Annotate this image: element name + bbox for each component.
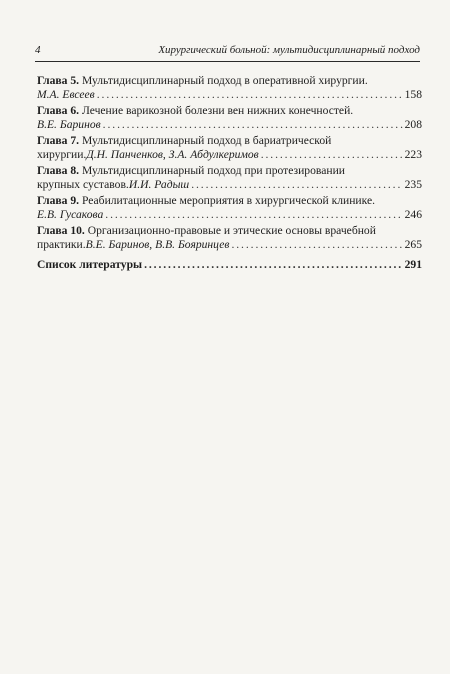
chapter-title: Мультидисциплинарный подход в бариатрической <box>81 134 332 147</box>
chapter-title: Лечение варикозной болезни вен нижних конечностей. <box>81 104 354 117</box>
toc-entry-chapter-10 <box>37 224 422 252</box>
chapter-page: 246 <box>404 208 422 222</box>
chapter-page: 208 <box>404 118 422 132</box>
chapter-label: Глава 10. <box>37 224 85 237</box>
chapter-authors: И.И. Радыш <box>128 178 190 192</box>
leader-dots <box>144 258 403 272</box>
bleed-through-text <box>60 300 430 654</box>
table-of-contents <box>37 74 422 274</box>
leader-dots <box>103 118 403 132</box>
chapter-authors: В.Е. Баринов <box>37 118 101 132</box>
chapter-label: Глава 6. <box>37 104 80 117</box>
toc-entry-chapter-6 <box>37 104 422 132</box>
toc-entry-chapter-5 <box>37 74 422 102</box>
chapter-title: Организационно-правовые и этические основы врачебной <box>87 224 376 237</box>
book-title: Хирургический больной: мультидисциплинарный подход <box>158 44 420 56</box>
chapter-page: 265 <box>404 238 422 252</box>
leader-dots <box>191 178 402 192</box>
chapter-title: Реабилитационные мероприятия в хирургической клинике. <box>81 194 376 207</box>
chapter-page: 235 <box>404 178 422 192</box>
chapter-label: Глава 9. <box>37 194 80 207</box>
chapter-page: 223 <box>404 148 422 162</box>
toc-entry-chapter-9 <box>37 194 422 222</box>
leader-dots <box>261 148 403 162</box>
references-label: Список литературы <box>37 258 143 272</box>
chapter-label: Глава 7. <box>37 134 80 147</box>
toc-entry-references <box>37 258 422 272</box>
toc-entry-chapter-7 <box>37 134 422 162</box>
page-number: 4 <box>35 44 41 56</box>
chapter-title-cont: хирургии. <box>37 148 87 162</box>
chapter-title: Мультидисциплинарный подход при протезировании <box>81 164 345 177</box>
running-head <box>35 42 420 58</box>
chapter-authors: Е.В. Гусакова <box>37 208 104 222</box>
chapter-title-cont: крупных суставов. <box>37 178 129 192</box>
leader-dots <box>105 208 402 222</box>
chapter-title: Мультидисциплинарный подход в оперативной хирургии. <box>81 74 368 87</box>
chapter-label: Глава 5. <box>37 74 80 87</box>
references-page: 291 <box>404 258 422 272</box>
chapter-authors: В.Е. Баринов, В.В. Бояринцев <box>85 238 230 252</box>
leader-dots <box>231 238 402 252</box>
header-rule <box>35 61 420 62</box>
toc-entry-chapter-8 <box>37 164 422 192</box>
chapter-authors: Д.Н. Панченков, З.А. Абдулкеримов <box>86 148 259 162</box>
leader-dots <box>97 88 403 102</box>
chapter-authors: М.А. Евсеев <box>37 88 95 102</box>
chapter-page: 158 <box>404 88 422 102</box>
chapter-label: Глава 8. <box>37 164 80 177</box>
chapter-title-cont: практики. <box>37 238 86 252</box>
